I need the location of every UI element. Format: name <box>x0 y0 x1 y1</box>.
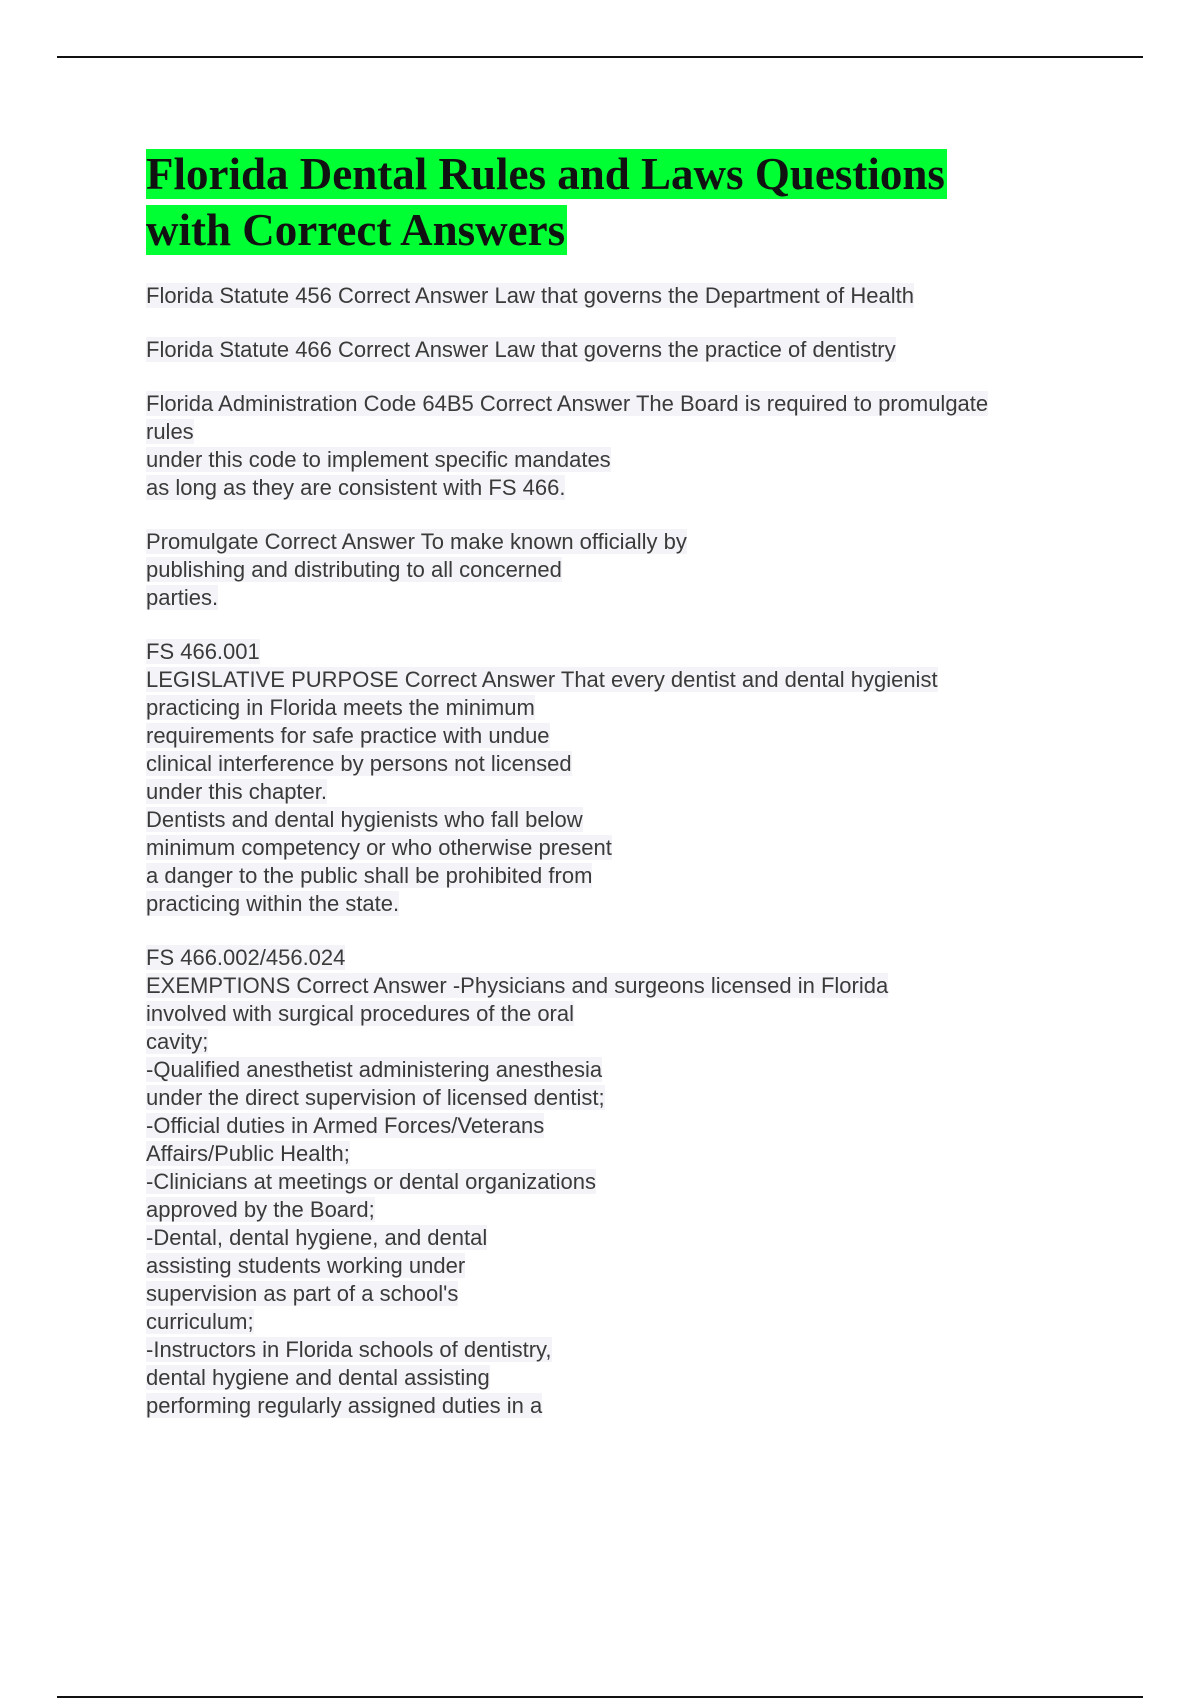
entry-line-text: approved by the Board; <box>146 1197 375 1222</box>
entry-line-text: practicing within the state. <box>146 891 400 916</box>
entry-line <box>146 528 1106 556</box>
entry-line <box>146 666 1106 694</box>
entry-line-text: Affairs/Public Health; <box>146 1141 350 1166</box>
entry-line-text: under the direct supervision of licensed dentist; <box>146 1085 605 1110</box>
entry-line <box>146 1056 1106 1084</box>
entry-line-text: -Qualified anesthetist administering anesthesia <box>146 1057 603 1082</box>
entry-line-text: -Dental, dental hygiene, and dental <box>146 1225 488 1250</box>
qa-entry <box>146 282 1106 310</box>
entry-line <box>146 1000 1106 1028</box>
top-rule <box>57 56 1143 58</box>
entry-line <box>146 1364 1106 1392</box>
entry-line <box>146 890 1106 918</box>
entry-line-text: cavity; <box>146 1029 209 1054</box>
entry-line-text: Florida Statute 456 Correct Answer Law that governs the Department of Health <box>146 283 914 308</box>
entry-line-text: -Instructors in Florida schools of dentistry, <box>146 1337 552 1362</box>
document-body <box>146 282 1106 1446</box>
entry-line <box>146 336 1106 364</box>
entry-line <box>146 1196 1106 1224</box>
entry-line <box>146 1336 1106 1364</box>
qa-entry <box>146 390 1106 502</box>
entry-line-text: curriculum; <box>146 1309 254 1334</box>
entry-line-text: Florida Statute 466 Correct Answer Law that governs the practice of dentistry <box>146 337 896 362</box>
entry-line <box>146 862 1106 890</box>
entry-line <box>146 1112 1106 1140</box>
entry-line-text: clinical interference by persons not licensed <box>146 751 572 776</box>
entry-line <box>146 694 1106 722</box>
entry-line-text: a danger to the public shall be prohibited from <box>146 863 593 888</box>
qa-entry <box>146 336 1106 364</box>
entry-line <box>146 972 1106 1000</box>
entry-line-text: LEGISLATIVE PURPOSE Correct Answer That every dentist and dental hygienist <box>146 667 938 692</box>
qa-entry <box>146 528 1106 612</box>
entry-line <box>146 1252 1106 1280</box>
entry-line-text: dental hygiene and dental assisting <box>146 1365 490 1390</box>
entry-line <box>146 390 1106 418</box>
entry-line-text: supervision as part of a school's <box>146 1281 459 1306</box>
entry-line <box>146 1308 1106 1336</box>
entry-line-text: minimum competency or who otherwise present <box>146 835 612 860</box>
entry-line-text: practicing in Florida meets the minimum <box>146 695 535 720</box>
title-line-1: Florida Dental Rules and Laws Questions <box>146 149 945 199</box>
entry-line <box>146 556 1106 584</box>
entry-line <box>146 1224 1106 1252</box>
entry-line-text: involved with surgical procedures of the oral <box>146 1001 575 1026</box>
entry-line <box>146 1168 1106 1196</box>
entry-line-text: as long as they are consistent with FS 466. <box>146 475 566 500</box>
entry-line <box>146 806 1106 834</box>
entry-line <box>146 1028 1106 1056</box>
entry-line-text: Promulgate Correct Answer To make known officially by <box>146 529 687 554</box>
entry-line <box>146 418 1106 446</box>
entry-line <box>146 446 1106 474</box>
entry-line-text: performing regularly assigned duties in a <box>146 1393 543 1418</box>
qa-entry <box>146 638 1106 918</box>
entry-line-text: FS 466.002/456.024 <box>146 945 346 970</box>
entry-line-text: publishing and distributing to all concerned <box>146 557 562 582</box>
entry-line-text: EXEMPTIONS Correct Answer -Physicians and surgeons licensed in Florida <box>146 973 889 998</box>
entry-line-text: Dentists and dental hygienists who fall below <box>146 807 583 832</box>
entry-line-text: -Official duties in Armed Forces/Veterans <box>146 1113 545 1138</box>
bottom-rule <box>57 1696 1143 1698</box>
entry-line <box>146 1392 1106 1420</box>
entry-line-text: parties. <box>146 585 219 610</box>
entry-line-text: rules <box>146 419 194 444</box>
entry-line-text: under this chapter. <box>146 779 328 804</box>
entry-line <box>146 834 1106 862</box>
entry-line <box>146 722 1106 750</box>
entry-line <box>146 638 1106 666</box>
entry-line-text: assisting students working under <box>146 1253 466 1278</box>
entry-line <box>146 750 1106 778</box>
document-title <box>146 146 1066 258</box>
entry-line <box>146 282 1106 310</box>
title-line-2: with Correct Answers <box>146 205 566 255</box>
entry-line-text: requirements for safe practice with undue <box>146 723 550 748</box>
entry-line <box>146 778 1106 806</box>
qa-entry <box>146 944 1106 1420</box>
entry-line <box>146 584 1106 612</box>
entry-line-text: Florida Administration Code 64B5 Correct Answer The Board is required to promulgate <box>146 391 989 416</box>
entry-line <box>146 1280 1106 1308</box>
entry-line <box>146 1084 1106 1112</box>
entry-line-text: under this code to implement specific mandates <box>146 447 611 472</box>
entry-line <box>146 1140 1106 1168</box>
entry-line-text: -Clinicians at meetings or dental organizations <box>146 1169 597 1194</box>
entry-line-text: FS 466.001 <box>146 639 260 664</box>
entry-line <box>146 474 1106 502</box>
entry-line <box>146 944 1106 972</box>
